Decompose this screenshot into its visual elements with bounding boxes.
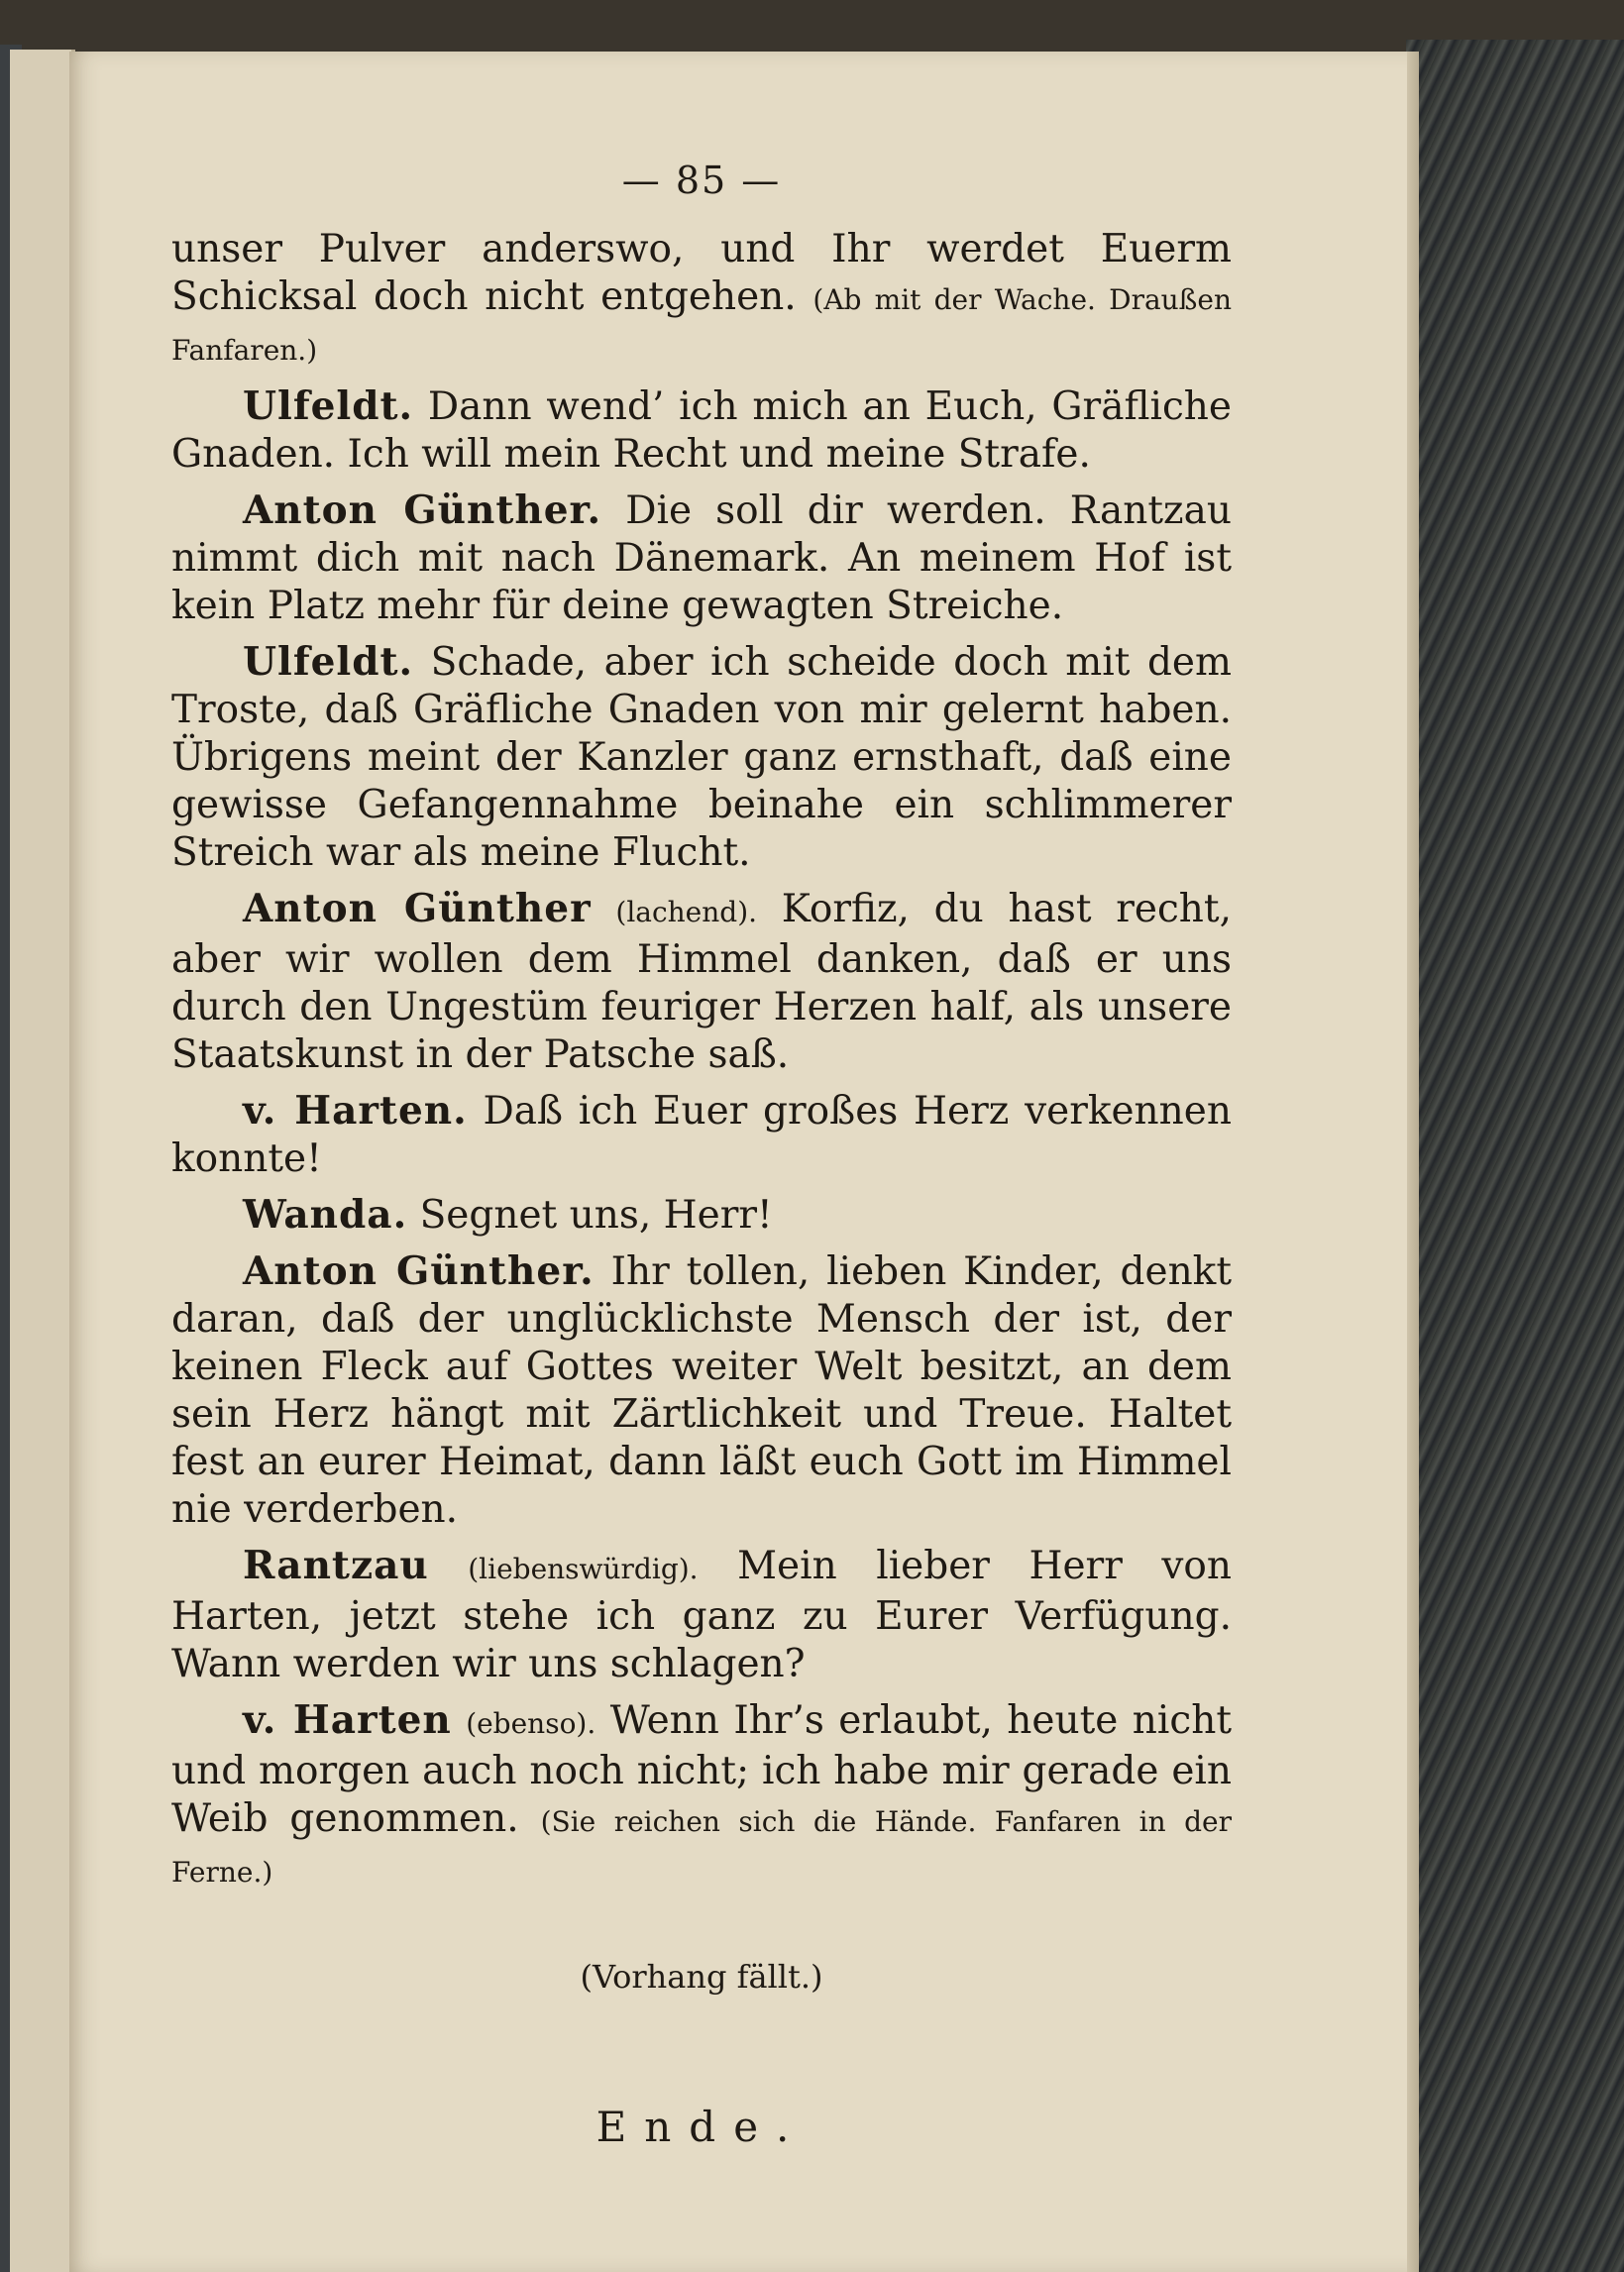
speaker-name: Ulfeldt. bbox=[243, 383, 414, 429]
paragraph-1 bbox=[171, 226, 1232, 375]
speaker-name: Anton Günther bbox=[243, 886, 592, 931]
paragraph-2 bbox=[171, 382, 1232, 479]
dialogue-text: unser Pulver anderswo, und Ihr werdet Euerm Schicksal doch nicht entgehen. bbox=[171, 227, 1232, 319]
page-text bbox=[171, 149, 1232, 2151]
dialogue-text: Mein lieber Herr von Harten, jetzt stehe ich ganz zu Eurer Verfügung. Wann werden wir uns schlagen? bbox=[171, 1544, 1232, 1686]
stage-direction: (Ab mit der Wache. Draußen Fanfaren.) bbox=[171, 283, 1232, 367]
page-number: — 85 — bbox=[621, 159, 782, 202]
speaker-name: Anton Günther. bbox=[243, 487, 602, 533]
end-mark: Ende. bbox=[595, 2103, 808, 2151]
paragraph-10 bbox=[171, 1696, 1232, 1896]
speaker-name: v. Harten. bbox=[243, 1088, 468, 1134]
dialogue-text: Ihr tollen, lieben Kinder, denkt daran, daß der unglücklichste Mensch der ist, der keinen Fleck auf Gottes weiter Welt besitzt, an dem sein Herz hängt mit Zärtlichkeit und Treue. Haltet fest an eurer Heimat, dann läßt euch Gott im Himmel nie verderben. bbox=[171, 1249, 1232, 1532]
page-stack-edge bbox=[1407, 52, 1419, 2272]
speaker-name: v. Harten bbox=[243, 1697, 452, 1743]
paragraph-6 bbox=[171, 1087, 1232, 1183]
dialogue-text: Wenn Ihr’s erlaubt, heute nicht und morgen auch noch nicht; ich habe mir gerade ein Weib genommen. bbox=[171, 1698, 1233, 1841]
curtain-direction: (Vorhang fällt.) bbox=[580, 1958, 823, 1996]
book-cover-right bbox=[1406, 40, 1624, 2272]
paragraph-3 bbox=[171, 487, 1232, 630]
paragraph-5 bbox=[171, 885, 1232, 1079]
stage-direction: (Sie reichen sich die Hände. Fanfaren in der Ferne.) bbox=[171, 1805, 1232, 1889]
paragraph-4 bbox=[171, 638, 1232, 877]
speaker-name: Rantzau bbox=[243, 1543, 429, 1588]
dialogue-text: Segnet uns, Herr! bbox=[419, 1193, 773, 1238]
stage-direction: (lachend). bbox=[615, 896, 758, 928]
speaker-name: Ulfeldt. bbox=[243, 639, 414, 685]
paragraph-8 bbox=[171, 1247, 1232, 1534]
speaker-name: Wanda. bbox=[243, 1192, 408, 1238]
dialogue-text: Korfiz, du hast recht, aber wir wollen dem Himmel danken, daß er uns durch den Ungestüm feuriger Herzen half, als unsere Staatskunst in der Patsche saß. bbox=[171, 887, 1232, 1077]
dialogue-text: Dann wend’ ich mich an Euch, Gräfliche Gnaden. Ich will mein Recht und meine Strafe. bbox=[171, 384, 1232, 477]
previous-page-edge bbox=[10, 50, 75, 2272]
paragraph-9 bbox=[171, 1542, 1232, 1688]
dialogue-text: Daß ich Euer großes Herz verkennen konnte! bbox=[171, 1089, 1232, 1181]
paragraph-7 bbox=[171, 1191, 1232, 1240]
dialogue-text: Schade, aber ich scheide doch mit dem Troste, daß Gräfliche Gnaden von mir gelernt haben. Übrigens meint der Kanzler ganz ernsthaft, daß eine gewisse Gefangennahme beinahe ein schlimmerer Streich war als meine Flucht. bbox=[171, 640, 1232, 875]
stage-direction: (liebenswürdig). bbox=[468, 1553, 699, 1585]
speaker-name: Anton Günther. bbox=[243, 1248, 595, 1294]
dialogue-text: Die soll dir werden. Rantzau nimmt dich mit nach Dänemark. An meinem Hof ist kein Platz mehr für deine gewagten Streiche. bbox=[171, 488, 1232, 628]
stage-direction: (ebenso). bbox=[466, 1707, 596, 1740]
